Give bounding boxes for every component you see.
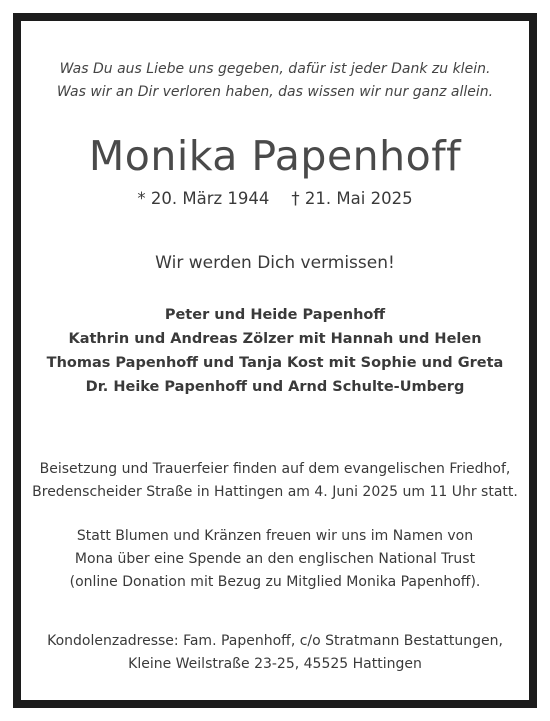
donation-line-3: (online Donation mit Bezug zu Mitglied Monika Papenhoff).	[69, 574, 481, 590]
donation-line-1: Statt Blumen und Kränzen freuen wir uns im Namen von	[76, 528, 474, 544]
birth-date: * 20. März 1944	[137, 189, 270, 208]
funeral-line-2: Bredenscheider Straße in Hattingen am 4. Juni 2025 um 11 Uhr statt.	[32, 484, 518, 500]
mourner-line-3: Thomas Papenhoff und Tanja Kost mit Sophie und Greta	[46, 355, 504, 371]
deceased-name: Monika Papenhoff	[88, 132, 462, 180]
verse-line-1: Was Du aus Liebe uns gegeben, dafür ist jeder Dank zu klein.	[59, 61, 491, 77]
obituary-frame	[13, 13, 537, 708]
condolence-line-1: Kondolenzadresse: Fam. Papenhoff, c/o Stratmann Bestattungen,	[47, 633, 503, 649]
mourner-line-4: Dr. Heike Papenhoff und Arnd Schulte-Umberg	[85, 379, 465, 395]
mourner-line-2: Kathrin und Andreas Zölzer mit Hannah und Helen	[68, 331, 482, 347]
death-date: † 21. Mai 2025	[291, 189, 413, 208]
mourner-line-1: Peter und Heide Papenhoff	[164, 307, 386, 323]
farewell-line: Wir werden Dich vermissen!	[155, 253, 395, 273]
donation-line-2: Mona über eine Spende an den englischen National Trust	[74, 551, 476, 567]
life-dates	[21, 189, 529, 208]
verse-line-2: Was wir an Dir verloren haben, das wissen wir nur ganz allein.	[56, 84, 494, 100]
condolence-line-2: Kleine Weilstraße 23-25, 45525 Hattingen	[128, 656, 422, 672]
obituary-content	[21, 21, 529, 700]
funeral-line-1: Beisetzung und Trauerfeier finden auf dem evangelischen Friedhof,	[39, 461, 511, 477]
